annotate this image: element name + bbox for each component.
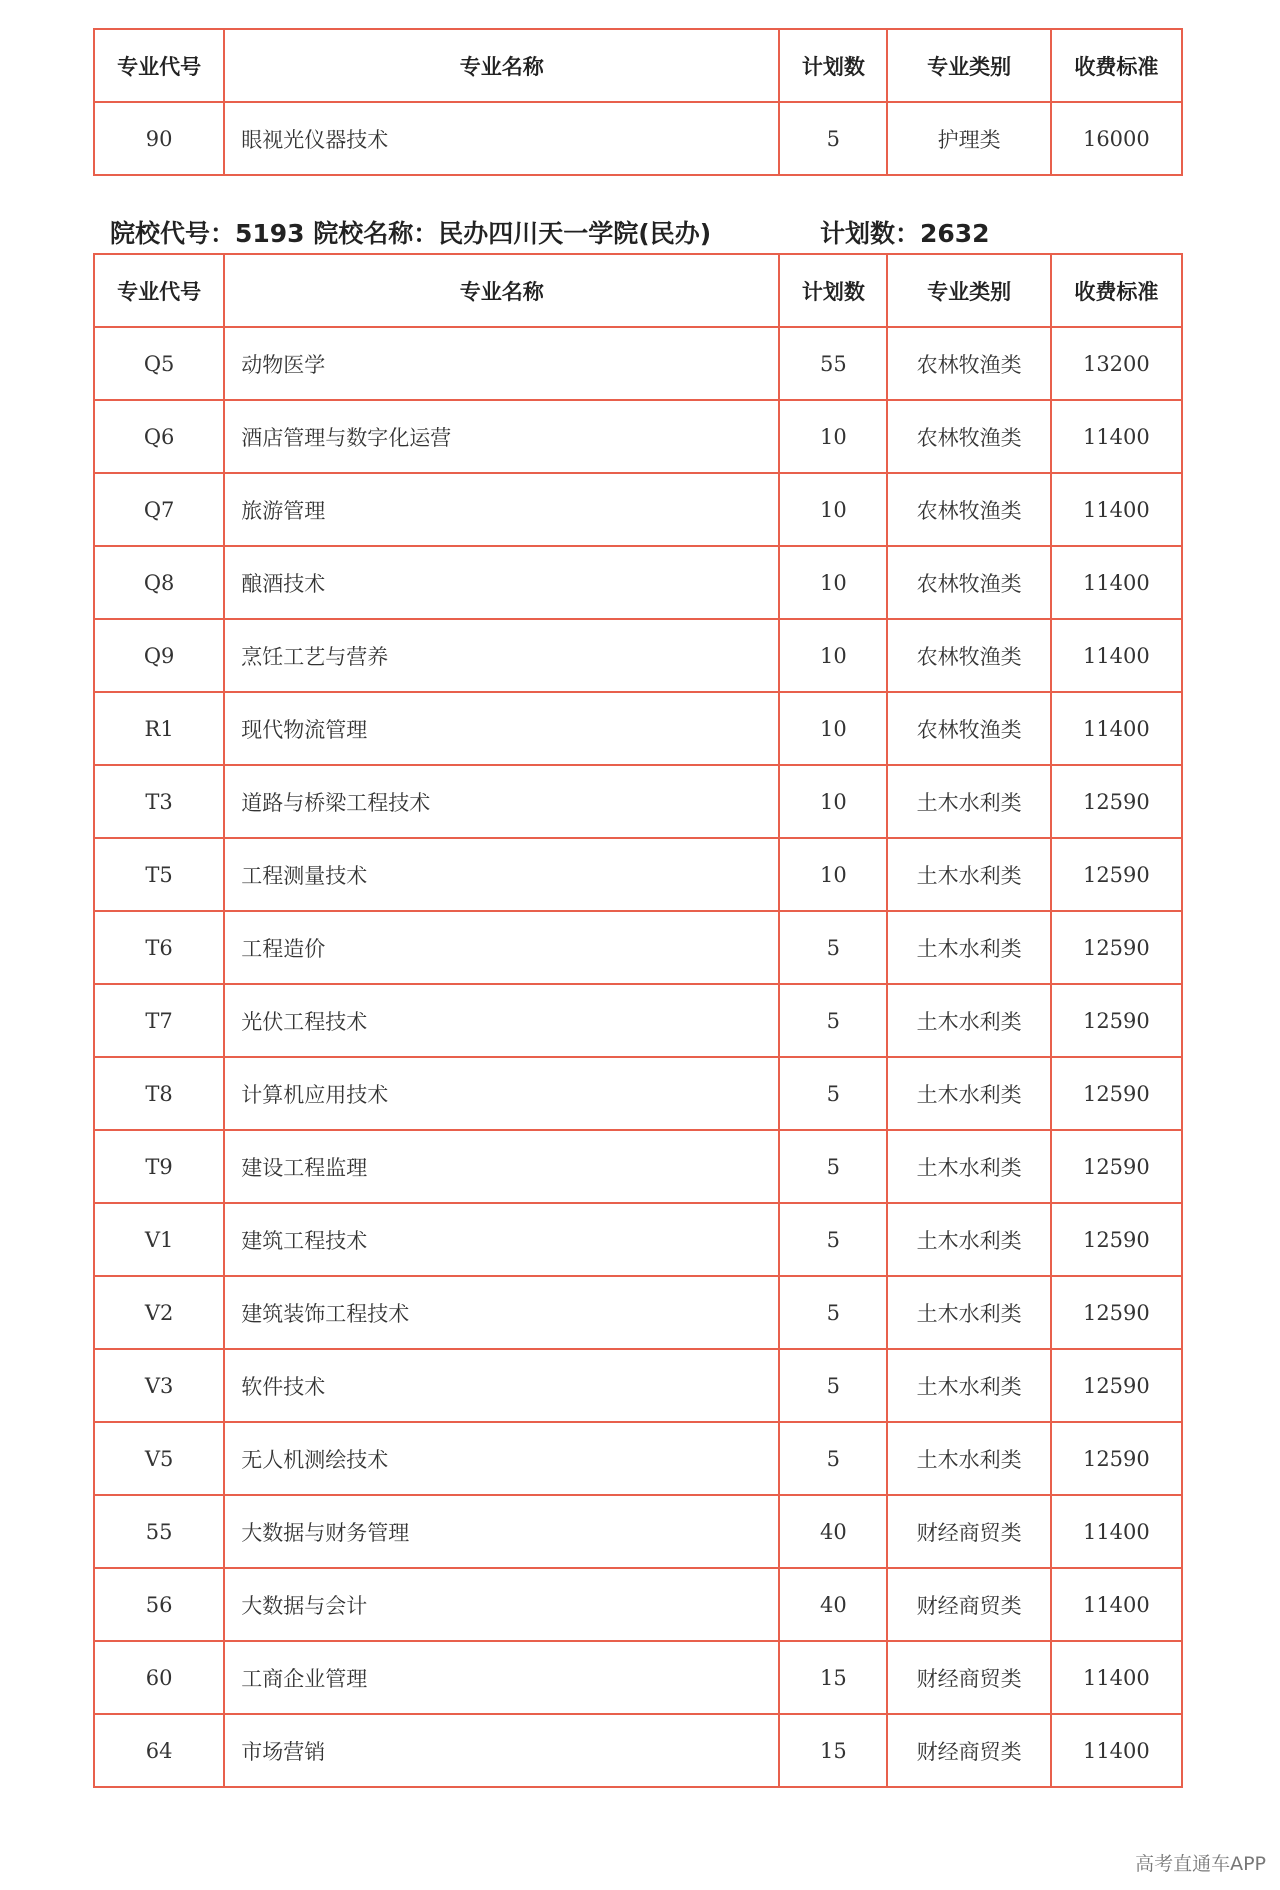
header-category: 专业类别 — [887, 29, 1050, 102]
header-code: 专业代号 — [94, 29, 224, 102]
cell-fee: 12590 — [1051, 1130, 1182, 1203]
table-row — [94, 765, 1182, 838]
cell-category: 农林牧渔类 — [887, 546, 1050, 619]
table-header-row — [94, 254, 1182, 327]
cell-name: 酒店管理与数字化运营 — [224, 400, 779, 473]
header-plan: 计划数 — [779, 29, 887, 102]
cell-name: 软件技术 — [224, 1349, 779, 1422]
table-row — [94, 1641, 1182, 1714]
cell-plan: 40 — [779, 1495, 887, 1568]
cell-plan: 10 — [779, 473, 887, 546]
cell-category: 农林牧渔类 — [887, 327, 1050, 400]
cell-name: 大数据与财务管理 — [224, 1495, 779, 1568]
cell-code: T8 — [94, 1057, 224, 1130]
table-row — [94, 327, 1182, 400]
table-row — [94, 692, 1182, 765]
table-row — [94, 1276, 1182, 1349]
table-row — [94, 1349, 1182, 1422]
cell-category: 土木水利类 — [887, 1349, 1050, 1422]
cell-fee: 11400 — [1051, 473, 1182, 546]
cell-fee: 11400 — [1051, 400, 1182, 473]
table-header-row — [94, 29, 1182, 102]
cell-plan: 40 — [779, 1568, 887, 1641]
cell-name: 眼视光仪器技术 — [224, 102, 779, 175]
cell-plan: 5 — [779, 1203, 887, 1276]
cell-fee: 12590 — [1051, 1349, 1182, 1422]
header-code: 专业代号 — [94, 254, 224, 327]
cell-fee: 11400 — [1051, 1641, 1182, 1714]
cell-name: 道路与桥梁工程技术 — [224, 765, 779, 838]
cell-fee: 12590 — [1051, 1057, 1182, 1130]
cell-plan: 15 — [779, 1714, 887, 1787]
cell-name: 酿酒技术 — [224, 546, 779, 619]
cell-code: T5 — [94, 838, 224, 911]
header-category: 专业类别 — [887, 254, 1050, 327]
cell-name: 建设工程监理 — [224, 1130, 779, 1203]
cell-category: 农林牧渔类 — [887, 692, 1050, 765]
cell-category: 农林牧渔类 — [887, 473, 1050, 546]
cell-name: 动物医学 — [224, 327, 779, 400]
cell-plan: 10 — [779, 765, 887, 838]
cell-name: 市场营销 — [224, 1714, 779, 1787]
cell-plan: 10 — [779, 838, 887, 911]
cell-category: 土木水利类 — [887, 1130, 1050, 1203]
cell-code: T7 — [94, 984, 224, 1057]
table-row — [94, 473, 1182, 546]
cell-plan: 5 — [779, 984, 887, 1057]
cell-plan: 10 — [779, 692, 887, 765]
cell-category: 土木水利类 — [887, 1276, 1050, 1349]
cell-category: 财经商贸类 — [887, 1568, 1050, 1641]
cell-fee: 12590 — [1051, 1276, 1182, 1349]
cell-plan: 55 — [779, 327, 887, 400]
cell-category: 土木水利类 — [887, 1422, 1050, 1495]
cell-category: 土木水利类 — [887, 765, 1050, 838]
cell-fee: 16000 — [1051, 102, 1182, 175]
cell-code: V2 — [94, 1276, 224, 1349]
cell-category: 土木水利类 — [887, 911, 1050, 984]
cell-fee: 12590 — [1051, 984, 1182, 1057]
cell-code: R1 — [94, 692, 224, 765]
cell-code: Q5 — [94, 327, 224, 400]
table2-body — [94, 327, 1182, 1787]
cell-category: 财经商贸类 — [887, 1714, 1050, 1787]
cell-fee: 11400 — [1051, 1714, 1182, 1787]
table1-body — [94, 102, 1182, 175]
cell-code: 56 — [94, 1568, 224, 1641]
table-row — [94, 911, 1182, 984]
header-plan: 计划数 — [779, 254, 887, 327]
school-label: 院校代号：5193 院校名称：民办四川天一学院(民办) — [110, 219, 712, 248]
cell-category: 农林牧渔类 — [887, 619, 1050, 692]
cell-plan: 10 — [779, 400, 887, 473]
cell-code: T9 — [94, 1130, 224, 1203]
school-plan-count: 计划数：2632 — [820, 219, 990, 248]
cell-plan: 5 — [779, 911, 887, 984]
cell-category: 农林牧渔类 — [887, 400, 1050, 473]
cell-code: 64 — [94, 1714, 224, 1787]
cell-fee: 12590 — [1051, 838, 1182, 911]
table-row — [94, 1130, 1182, 1203]
cell-code: V3 — [94, 1349, 224, 1422]
header-fee: 收费标准 — [1051, 29, 1182, 102]
cell-fee: 12590 — [1051, 1422, 1182, 1495]
cell-plan: 5 — [779, 1130, 887, 1203]
cell-name: 工商企业管理 — [224, 1641, 779, 1714]
table-row — [94, 1714, 1182, 1787]
table-row — [94, 619, 1182, 692]
cell-code: T6 — [94, 911, 224, 984]
cell-code: Q6 — [94, 400, 224, 473]
cell-fee: 11400 — [1051, 692, 1182, 765]
cell-category: 土木水利类 — [887, 984, 1050, 1057]
table-row — [94, 838, 1182, 911]
cell-plan: 15 — [779, 1641, 887, 1714]
cell-code: Q9 — [94, 619, 224, 692]
cell-name: 旅游管理 — [224, 473, 779, 546]
cell-name: 建筑装饰工程技术 — [224, 1276, 779, 1349]
cell-fee: 11400 — [1051, 1568, 1182, 1641]
cell-fee: 11400 — [1051, 1495, 1182, 1568]
school-info — [110, 214, 990, 250]
table-row — [94, 1203, 1182, 1276]
watermark: 高考直通车APP — [1135, 1853, 1266, 1875]
table-row — [94, 400, 1182, 473]
table-row — [94, 1568, 1182, 1641]
table-row — [94, 984, 1182, 1057]
table-row — [94, 1495, 1182, 1568]
cell-name: 烹饪工艺与营养 — [224, 619, 779, 692]
cell-code: V5 — [94, 1422, 224, 1495]
cell-category: 土木水利类 — [887, 1203, 1050, 1276]
cell-fee: 11400 — [1051, 619, 1182, 692]
cell-name: 工程测量技术 — [224, 838, 779, 911]
cell-code: V1 — [94, 1203, 224, 1276]
cell-category: 护理类 — [887, 102, 1050, 175]
cell-code: Q7 — [94, 473, 224, 546]
cell-name: 建筑工程技术 — [224, 1203, 779, 1276]
cell-name: 工程造价 — [224, 911, 779, 984]
header-fee: 收费标准 — [1051, 254, 1182, 327]
cell-fee: 13200 — [1051, 327, 1182, 400]
table-row — [94, 102, 1182, 175]
cell-code: 60 — [94, 1641, 224, 1714]
major-table-previous — [93, 28, 1183, 176]
cell-plan: 5 — [779, 102, 887, 175]
cell-code: Q8 — [94, 546, 224, 619]
cell-code: T3 — [94, 765, 224, 838]
major-table-tianyi — [93, 253, 1183, 1788]
cell-plan: 10 — [779, 546, 887, 619]
cell-code: 55 — [94, 1495, 224, 1568]
cell-category: 财经商贸类 — [887, 1495, 1050, 1568]
cell-name: 现代物流管理 — [224, 692, 779, 765]
cell-name: 计算机应用技术 — [224, 1057, 779, 1130]
cell-plan: 5 — [779, 1349, 887, 1422]
header-name: 专业名称 — [224, 29, 779, 102]
cell-category: 土木水利类 — [887, 838, 1050, 911]
cell-name: 无人机测绘技术 — [224, 1422, 779, 1495]
cell-plan: 10 — [779, 619, 887, 692]
cell-plan: 5 — [779, 1422, 887, 1495]
table-row — [94, 546, 1182, 619]
header-name: 专业名称 — [224, 254, 779, 327]
cell-name: 大数据与会计 — [224, 1568, 779, 1641]
cell-category: 财经商贸类 — [887, 1641, 1050, 1714]
cell-category: 土木水利类 — [887, 1057, 1050, 1130]
table-row — [94, 1057, 1182, 1130]
cell-code: 90 — [94, 102, 224, 175]
table-row — [94, 1422, 1182, 1495]
cell-fee: 11400 — [1051, 546, 1182, 619]
cell-fee: 12590 — [1051, 765, 1182, 838]
cell-plan: 5 — [779, 1057, 887, 1130]
cell-name: 光伏工程技术 — [224, 984, 779, 1057]
cell-plan: 5 — [779, 1276, 887, 1349]
cell-fee: 12590 — [1051, 911, 1182, 984]
cell-fee: 12590 — [1051, 1203, 1182, 1276]
